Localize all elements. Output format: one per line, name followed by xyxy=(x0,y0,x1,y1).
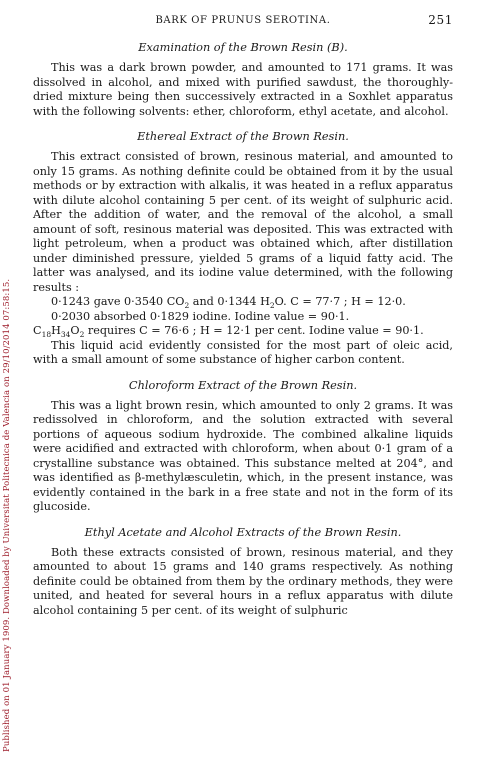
download-provenance-note: Published on 01 January 1909. Downloaded by Universitat Politecnica de Valencia on 29/10/2014 07:58:15. xyxy=(2,278,12,752)
paragraph-oleic-acid-conclusion: This liquid acid evidently consisted for the most part of oleic acid, with a small amount of some substance of higher carbon content. xyxy=(33,338,453,366)
analysis-line-formula: $C_{18}H_{34}O_2$ requires C = 76·6 ; H = 12·1 per cent. Iodine value = 90·1. xyxy=(33,324,424,340)
section-heading-ethereal-extract: Ethereal Extract of the Brown Resin. xyxy=(137,130,349,143)
paragraph-ethereal-extract: This extract consisted of brown, resinous material, and amounted to only 15 grams. As nothing definite could be obtained from it by the usual methods or by extraction with alkalis, it was heated in a reflux apparatus with dilute alcohol containing 5 per cent. of its weight of sulphuric acid. After the addition of water, and the removal of the alcohol, a small amount of soft, resinous material was deposited. This was extracted with light petroleum, when a product was obtained which, after distillation under diminished pressure, yielded 5 grams of a liquid fatty acid. The latter was analysed, and its iodine value determined, with the following results : xyxy=(33,150,453,294)
section-heading-brown-resin: Examination of the Brown Resin (B). xyxy=(138,41,348,54)
section-heading-chloroform-extract: Chloroform Extract of the Brown Resin. xyxy=(128,378,358,392)
paragraph-chloroform-extract: This was a light brown resin, which amounted to only 2 grams. It was redissolved in chloroform, and the solution extracted with several portions of aqueous sodium hydroxide. The combined alkaline liquids were acidified and extracted with chloroform, when about 0·1 gram of a crystalline substance was obtained. This substance melted at 204°, and was identified as β-methylæsculetin, which, in the present instance, was evidently contained in the bark in a free state and not in the form of its glucoside. xyxy=(33,398,453,513)
page xyxy=(33,10,453,618)
analysis-line-iodine: 0·2030 absorbed 0·1829 iodine. Iodine value = 90·1. xyxy=(51,309,350,323)
page-number: 251 xyxy=(428,13,453,27)
running-header xyxy=(33,10,453,30)
analysis-line-combustion: 0·1243 gave 0·3540 $CO_2$ and 0·1344 $H_2O$. C = 77·7 ; H = 12·0. xyxy=(51,295,406,311)
section-heading-ethyl-acetate-alcohol-extracts: Ethyl Acetate and Alcohol Extracts of the Brown Resin. xyxy=(84,525,402,539)
paragraph-ethyl-acetate-alcohol-extracts: Both these extracts consisted of brown, resinous material, and they amounted to about 15 grams and 140 grams respectively. As nothing definite could be obtained from them by the ordinary methods, they were united, and heated for several hours in a reflux apparatus with dilute alcohol containing 5 per cent. of its weight of sulphuric xyxy=(33,545,453,617)
paragraph-brown-resin: This was a dark brown powder, and amounted to 171 grams. It was dissolved in alcohol, and mixed with purified sawdust, the thoroughly-dried mixture being then successively extracted in a Soxhlet apparatus with the following solvents: ether, chloroform, ethyl acetate, and alcohol. xyxy=(33,61,453,118)
running-title: BARK OF PRUNUS SEROTINA. xyxy=(155,15,331,26)
